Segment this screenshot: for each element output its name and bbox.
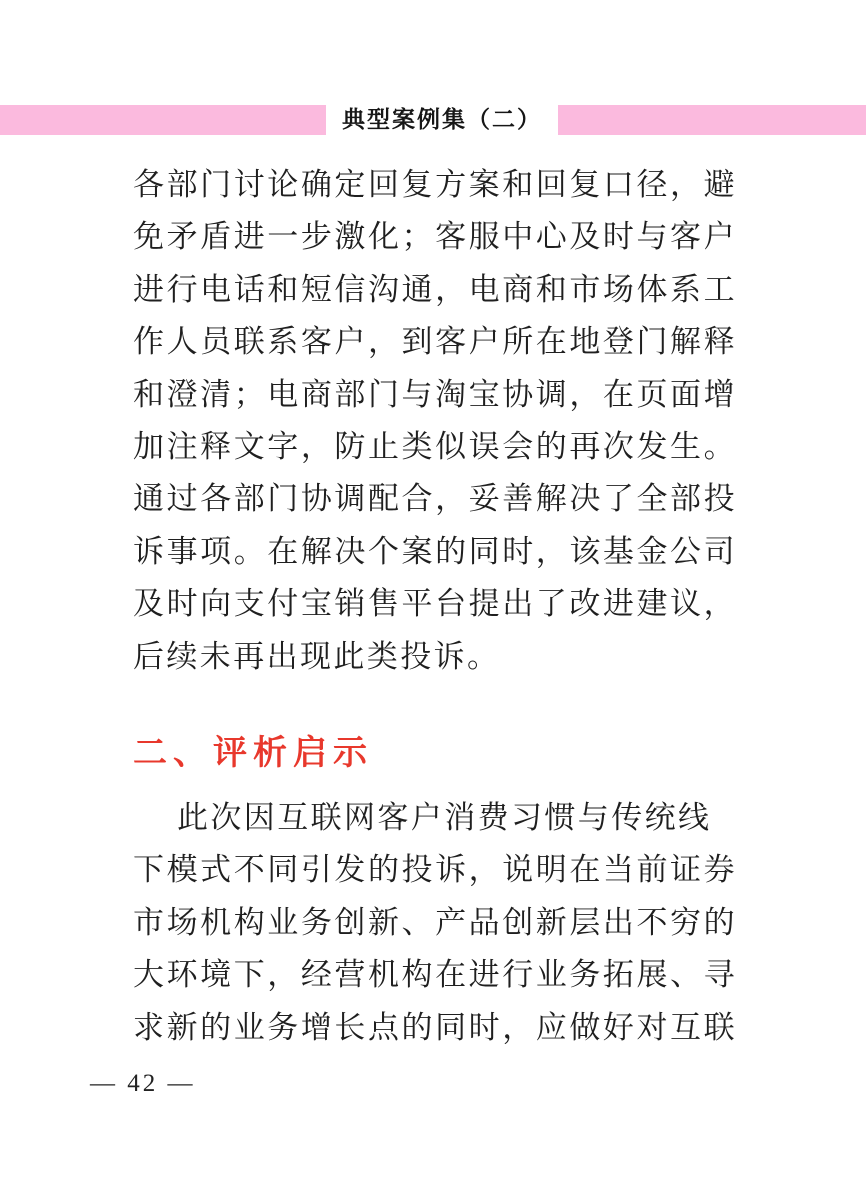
text-line: 诉事项。在解决个案的同时，该基金公司	[133, 533, 737, 569]
text-line: 此次因互联网客户消费习惯与传统线	[177, 800, 712, 835]
paragraph-2	[133, 792, 737, 1054]
text-line: 通过各部门协调配合，妥善解决了全部投	[133, 481, 737, 517]
text-line: 免矛盾进一步激化；客服中心及时与客户	[133, 219, 737, 255]
header-band-left	[0, 105, 326, 135]
page-number: — 42 —	[90, 1070, 196, 1097]
text-line: 后续未再出现此类投诉。	[133, 638, 501, 674]
text-line: 市场机构业务创新、产品创新层出不穷的	[133, 904, 737, 940]
text-line: 下模式不同引发的投诉，说明在当前证券	[133, 852, 737, 888]
text-line: 及时向支付宝销售平台提出了改进建议，	[133, 586, 737, 622]
text-line: 和澄清；电商部门与淘宝协调，在页面增	[133, 376, 737, 412]
text-line: 加注释文字，防止类似误会的再次发生。	[133, 428, 737, 464]
running-head-title: 典型案例集（二）	[342, 107, 542, 132]
text-line: 求新的业务增长点的同时，应做好对互联	[133, 1009, 737, 1045]
text-line: 各部门讨论确定回复方案和回复口径，避	[133, 167, 737, 202]
header-band-right	[558, 105, 866, 135]
section-heading: 二、评析启示	[133, 734, 373, 772]
text-line: 作人员联系客户，到客户所在地登门解释	[133, 324, 737, 360]
text-line: 进行电话和短信沟通，电商和市场体系工	[133, 271, 737, 307]
paragraph-1	[133, 159, 737, 683]
text-line: 大环境下，经营机构在进行业务拓展、寻	[133, 957, 737, 993]
page-header	[0, 105, 866, 135]
